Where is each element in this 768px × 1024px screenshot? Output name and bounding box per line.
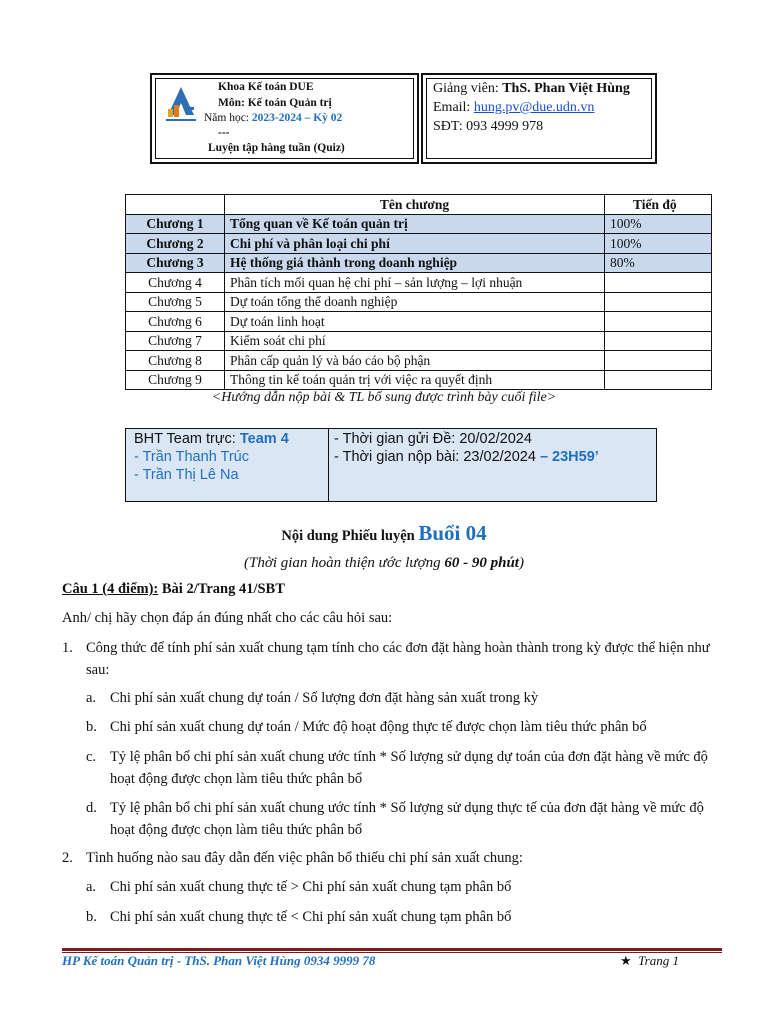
q2-text: Tình huống nào sau đây dẫn đến việc phân bổ thiếu chi phí sản xuất chung:	[86, 850, 523, 866]
option-text: Chi phí sản xuất chung thực tế < Chi phí sản xuất chung tạm phân bổ	[110, 909, 512, 925]
page-subtitle	[0, 555, 768, 572]
chapter-number: Chương 1	[126, 214, 225, 234]
table-row	[126, 214, 712, 234]
table-row	[126, 312, 712, 332]
option-letter: b.	[86, 909, 97, 925]
subtitle-c: )	[518, 555, 524, 571]
email-label: Email:	[433, 100, 474, 115]
option-letter: a.	[86, 690, 97, 706]
chapter-number: Chương 5	[126, 292, 225, 312]
chapter-number: Chương 4	[126, 273, 225, 293]
team-divider	[328, 429, 329, 501]
header-progress: Tiến độ	[605, 195, 712, 215]
option-text: Chi phí sản xuất chung dự toán / Mức độ hoạt động thực tế được chọn làm tiêu thức phân bổ	[110, 719, 647, 735]
star-icon: ★	[620, 953, 632, 968]
page-title	[0, 521, 768, 546]
chapter-progress: 80%	[605, 253, 712, 273]
due-logo-icon	[164, 85, 198, 125]
school-year-value: 2023-2024 – Kỳ 02	[251, 112, 343, 124]
send-date: 20/02/2024	[459, 431, 532, 447]
table-row	[126, 273, 712, 293]
school-year-label: Năm học:	[204, 112, 252, 124]
chapter-number: Chương 2	[126, 234, 225, 254]
option-letter: c.	[86, 749, 97, 765]
chapter-name: Dự toán tổng thể doanh nghiệp	[225, 292, 605, 312]
course-info-box	[150, 73, 419, 164]
chapter-progress	[605, 351, 712, 371]
table-row	[126, 351, 712, 371]
submit-time-label: - Thời gian nộp bài: 23/02/2024	[334, 449, 540, 465]
subtitle-duration: 60 - 90 phút	[444, 555, 519, 571]
page-number: Trang 1	[638, 953, 679, 968]
faculty-label: Khoa Kế toán DUE	[218, 81, 314, 93]
chapter-progress: 100%	[605, 234, 712, 254]
chapter-name: Hệ thống giá thành trong doanh nghiệp	[225, 253, 605, 273]
team-label: BHT Team trực:	[134, 431, 240, 447]
chapter-progress: 100%	[605, 214, 712, 234]
chapter-progress	[605, 370, 712, 390]
q1-text: Công thức để tính phí sản xuất chung tạm tính cho các đơn đặt hàng hoàn thành trong kỳ được thể hiện như sau:	[86, 640, 710, 678]
lecturer-label: Giảng viên:	[433, 81, 503, 96]
send-time-line	[334, 431, 532, 447]
dashes: ---	[218, 127, 230, 139]
email-link[interactable]: hung.pv@due.udn.vn	[473, 100, 595, 115]
option-letter: a.	[86, 879, 97, 895]
team-member-1: - Trần Thanh Trúc	[134, 449, 249, 465]
chapter-progress-table	[125, 194, 712, 390]
chapter-number: Chương 6	[126, 312, 225, 332]
team-member-2: - Trần Thị Lê Na	[134, 467, 239, 483]
chapter-name: Dự toán linh hoạt	[225, 312, 605, 332]
footer-course: HP Kế toán Quản trị - ThS. Phan Việt Hùng 0934 9999 78	[62, 953, 376, 968]
team-info-box	[125, 428, 657, 502]
chapter-name: Chi phí và phân loại chi phí	[225, 234, 605, 254]
chapter-number: Chương 3	[126, 253, 225, 273]
chapter-name: Phân cấp quản lý và báo cáo bộ phận	[225, 351, 605, 371]
email-line	[433, 100, 594, 116]
header-chapter-col	[126, 195, 225, 215]
submission-note: <Hướng dẫn nộp bài & TL bổ sung được trình bày cuối file>	[211, 390, 557, 405]
subject-label: Môn: Kế toán Quản trị	[218, 97, 332, 109]
team-label-line	[134, 431, 289, 447]
table-row	[126, 253, 712, 273]
chapter-name: Kiểm soát chi phí	[225, 331, 605, 351]
header-chapter-name: Tên chương	[225, 195, 605, 215]
option-letter: d.	[86, 800, 97, 816]
lecturer-box	[421, 73, 657, 164]
phone-number: 093 4999 978	[466, 119, 544, 134]
table-header-row	[126, 195, 712, 215]
footer-page	[620, 953, 679, 969]
table-row	[126, 331, 712, 351]
school-year	[204, 112, 342, 124]
phone-label: SĐT:	[433, 119, 467, 134]
chapter-progress	[605, 331, 712, 351]
team-name: Team 4	[239, 431, 289, 447]
question-heading	[62, 581, 285, 598]
option-text: Tỷ lệ phân bổ chi phí sản xuất chung ước tính * Số lượng sử dụng dự toán của đơn đặt hàng về mức độ hoạt động được chọn làm tiêu thức phân bổ	[110, 749, 708, 787]
chapter-number: Chương 9	[126, 370, 225, 390]
chapter-progress	[605, 292, 712, 312]
chapter-progress	[605, 273, 712, 293]
q2-number: 2.	[62, 850, 73, 866]
instruction: Anh/ chị hãy chọn đáp án đúng nhất cho các câu hỏi sau:	[62, 610, 393, 626]
chapter-number: Chương 8	[126, 351, 225, 371]
q1-number: 1.	[62, 640, 73, 656]
question-label: Câu 1 (4 điểm):	[62, 581, 159, 597]
option-text: Chi phí sản xuất chung dự toán / Số lượng đơn đặt hàng sản xuất trong kỳ	[110, 690, 539, 706]
title-prefix: Nội dung Phiếu luyện	[281, 528, 419, 544]
chapter-name: Phân tích mối quan hệ chi phí – sản lượng – lợi nhuận	[225, 273, 605, 293]
title-session: Buổi 04	[418, 521, 487, 545]
footer-rule	[62, 948, 722, 951]
lecturer-name: ThS. Phan Việt Hùng	[502, 81, 630, 96]
option-letter: b.	[86, 719, 97, 735]
table-row	[126, 292, 712, 312]
table-row	[126, 370, 712, 390]
chapter-name: Thông tin kế toán quản trị với việc ra quyết định	[225, 370, 605, 390]
subtitle-a: (Thời gian hoàn thiện ước lượng	[244, 555, 445, 571]
practice-label: Luyện tập hàng tuần (Quiz)	[208, 142, 345, 154]
send-time-label: - Thời gian gửi Đề:	[334, 431, 460, 447]
option-text: Chi phí sản xuất chung thực tế > Chi phí sản xuất chung tạm phân bổ	[110, 879, 512, 895]
lecturer-line	[433, 81, 630, 97]
question-ref: Bài 2/Trang 41/SBT	[158, 581, 285, 597]
phone-line	[433, 119, 543, 135]
chapter-progress	[605, 312, 712, 332]
chapter-number: Chương 7	[126, 331, 225, 351]
table-row	[126, 234, 712, 254]
submit-deadline: – 23H59’	[539, 449, 599, 465]
chapter-name: Tổng quan về Kế toán quản trị	[225, 214, 605, 234]
submit-time-line	[334, 449, 599, 465]
option-text: Tỷ lệ phân bổ chi phí sản xuất chung ước tính * Số lượng sử dụng thực tế của đơn đặt hàng về mức độ hoạt động được chọn làm tiêu thức phân bổ	[110, 800, 704, 838]
